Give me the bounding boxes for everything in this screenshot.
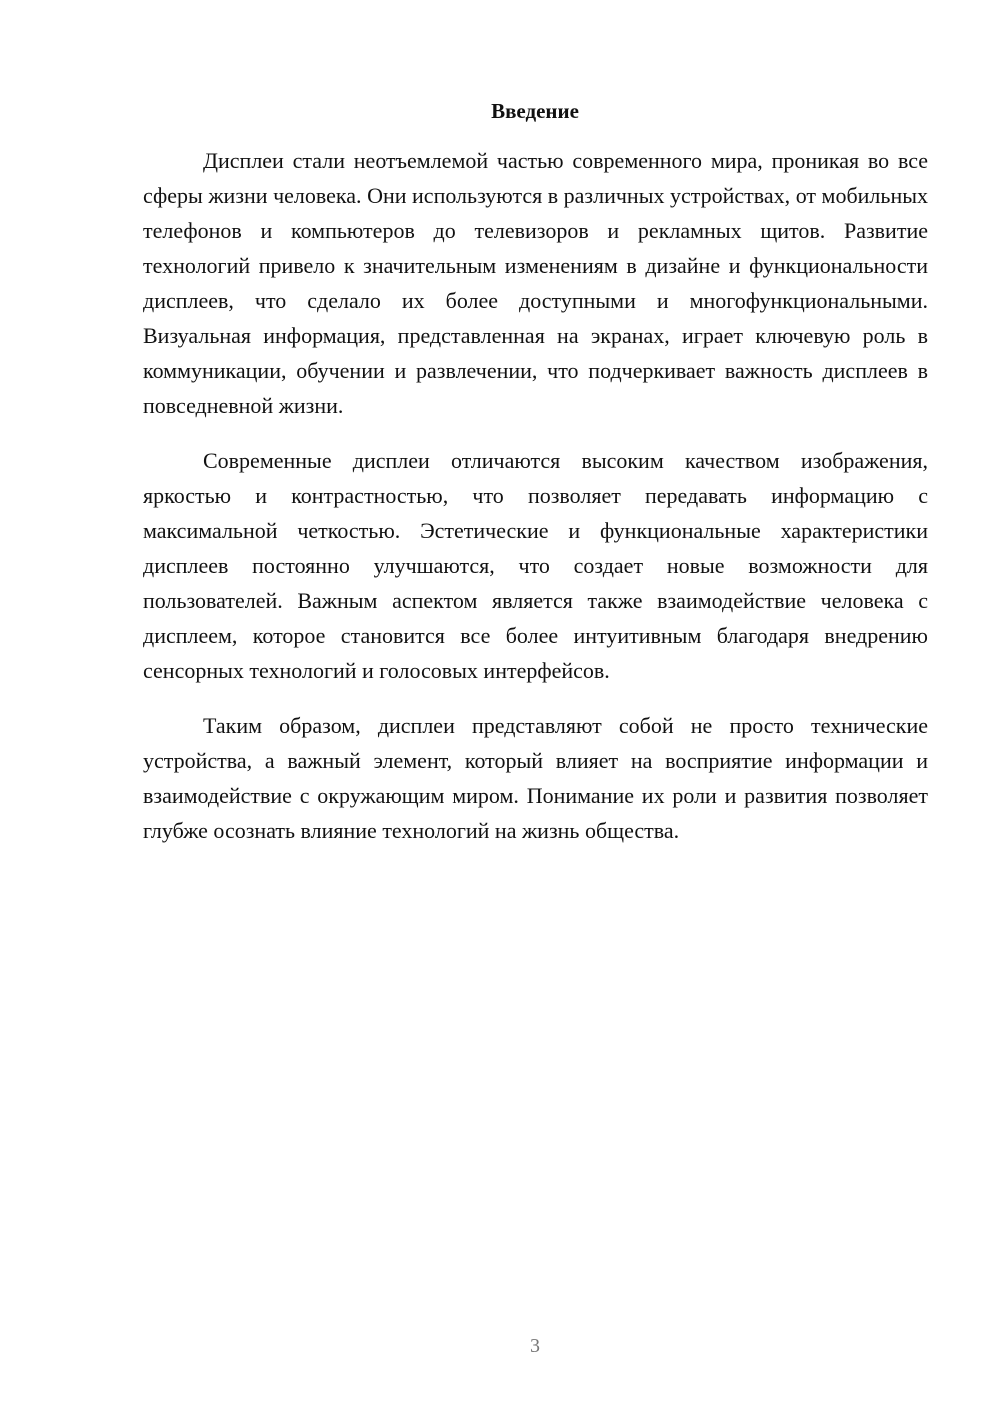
- paragraph-3: Таким образом, дисплеи представляют собой не просто технические устройства, а важный элемент, который влияет на восприятие информации и взаимодействие с окружающим миром. Понимание их роли и развития позволяет глубже осознать влияние технологий на жизнь общества.: [143, 713, 928, 843]
- page-number: 3: [530, 1335, 540, 1357]
- paragraph-1: Дисплеи стали неотъемлемой частью современного мира, проникая во все сферы жизни человека. Они используются в различных устройствах, от мобильных телефонов и компьютеров до телевизоров и рекламных щитов. Развитие технологий привело к значительным изменениям в дизайне и функциональности дисплеев, что сделало их более доступными и многофункциональными. Визуальная информация, представленная на экранах, играет ключевую роль в коммуникации, обучении и развлечении, что подчеркивает важность дисплеев в повседневной жизни.: [143, 148, 928, 418]
- body-text: [143, 143, 928, 868]
- section-title: Введение: [491, 99, 579, 123]
- paragraph-2: Современные дисплеи отличаются высоким качеством изображения, яркостью и контрастностью, что позволяет передавать информацию с максимальной четкостью. Эстетические и функциональные характеристики дисплеев постоянно улучшаются, что создает новые возможности для пользователей. Важным аспектом является также взаимодействие человека с дисплеем, которое становится все более интуитивным благодаря внедрению сенсорных технологий и голосовых интерфейсов.: [143, 448, 928, 683]
